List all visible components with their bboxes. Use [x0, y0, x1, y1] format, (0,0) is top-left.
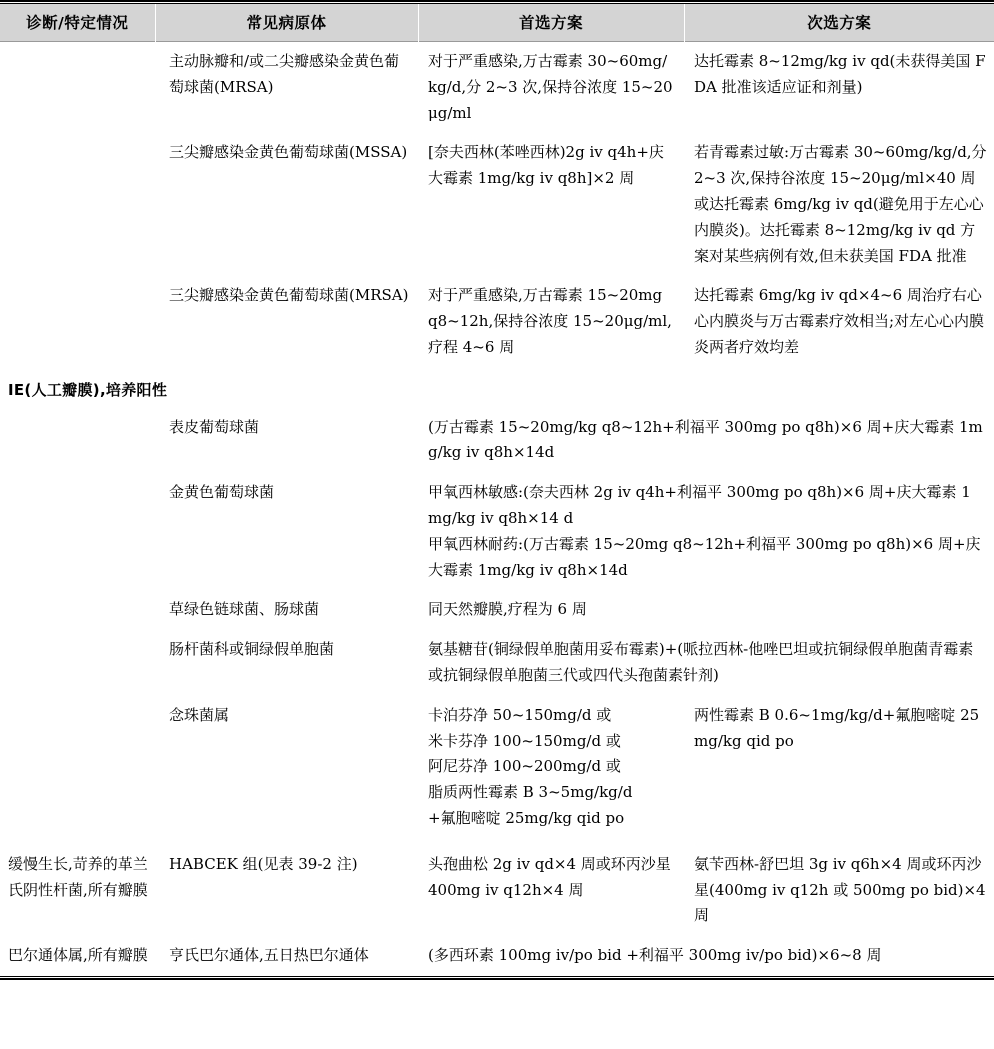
- table: [0, 4, 994, 976]
- first-choice-line: +氟胞嘧啶 25mg/kg qid po: [428, 808, 625, 827]
- section-header-row: [0, 368, 994, 408]
- cell-organism: 三尖瓣感染金黄色葡萄球菌(MSSA): [169, 143, 408, 162]
- cell-organism: 草绿色链球菌、肠球菌: [169, 600, 320, 619]
- cell-second-choice: 达托霉素 8~12mg/kg iv qd(未获得美国 FDA 批准该适应证和剂量): [694, 52, 986, 96]
- cell-second-choice: 若青霉素过敏:万古霉素 30~60mg/kg/d,分 2~3 次,保持谷浓度 15~20μg/ml×40 周或达托霉素 6mg/kg iv qd(避免用于左心心内膜炎)。达托霉素 8~12mg/kg iv qd 方案对某些病例有效,但未获美国 FDA 批准: [694, 143, 987, 265]
- cell-condition: 巴尔通体属,所有瓣膜: [8, 946, 148, 965]
- cell-organism: 主动脉瓣和/或二尖瓣感染金黄色葡萄球菌(MRSA): [169, 52, 400, 96]
- cell-second-choice: 氨苄西林-舒巴坦 3g iv q6h×4 周或环丙沙星(400mg iv q12h 或 500mg po bid)×4 周: [694, 854, 986, 925]
- table-row: [0, 276, 994, 367]
- section-header-prosthetic-valve: IE(人工瓣膜),培养阳性: [8, 380, 168, 399]
- cell-organism: 表皮葡萄球菌: [169, 417, 260, 436]
- cell-organism: HABCEK 组(见表 39-2 注): [169, 854, 358, 873]
- first-choice-line: 脂质两性霉素 B 3~5mg/kg/d: [428, 783, 633, 802]
- cell-condition: [0, 133, 155, 276]
- table-row: [0, 590, 994, 630]
- cell-first-choice: 对于严重感染,万古霉素 15~20mg q8~12h,保持谷浓度 15~20μg/ml,疗程 4~6 周: [428, 286, 672, 356]
- cell-condition: [0, 473, 155, 590]
- first-choice-line: 甲氧西林耐药:(万古霉素 15~20mg q8~12h+利福平 300mg po q8h)×6 周+庆大霉素 1mg/kg iv q8h×14d: [428, 534, 981, 579]
- cell-condition: 缓慢生长,苛养的革兰氏阴性杆菌,所有瓣膜: [8, 854, 148, 899]
- cell-organism: 肠杆菌科或铜绿假单胞菌: [169, 640, 335, 659]
- cell-second-choice: 达托霉素 6mg/kg iv qd×4~6 周治疗右心心内膜炎与万古霉素疗效相当;对左心心内膜炎两者疗效均差: [694, 286, 985, 356]
- cell-first-choice: 同天然瓣膜,疗程为 6 周: [428, 600, 587, 619]
- cell-first-choice: [418, 473, 994, 590]
- column-header-condition: 诊断/特定情况: [0, 4, 155, 42]
- cell-first-choice: (多西环素 100mg iv/po bid +利福平 300mg iv/po bid)×6~8 周: [428, 946, 882, 965]
- cell-organism: 金黄色葡萄球菌: [169, 483, 275, 502]
- first-choice-line: 卡泊芬净 50~150mg/d 或: [428, 705, 612, 724]
- cell-first-choice: 头孢曲松 2g iv qd×4 周或环丙沙星 400mg iv q12h×4 周: [428, 854, 671, 899]
- cell-condition: [0, 408, 155, 474]
- header-row: [0, 4, 994, 42]
- cell-first-choice: 对于严重感染,万古霉素 30~60mg/kg/d,分 2~3 次,保持谷浓度 15~20μg/ml: [428, 52, 673, 122]
- cell-organism: 念珠菌属: [169, 705, 230, 724]
- first-choice-line: 甲氧西林敏感:(奈夫西林 2g iv q4h+利福平 300mg po q8h)×6 周+庆大霉素 1mg/kg iv q8h×14 d: [428, 483, 971, 527]
- table-row: [0, 936, 994, 976]
- cell-condition: [0, 630, 155, 696]
- cell-second-choice: 两性霉素 B 0.6~1mg/kg/d+氟胞嘧啶 25mg/kg qid po: [694, 705, 980, 750]
- table-row: [0, 473, 994, 590]
- cell-first-choice: (万古霉素 15~20mg/kg q8~12h+利福平 300mg po q8h)×6 周+庆大霉素 1mg/kg iv q8h×14d: [428, 417, 983, 462]
- cell-first-choice: 氨基糖苷(铜绿假单胞菌用妥布霉素)+(哌拉西林-他唑巴坦或抗铜绿假单胞菌青霉素或抗铜绿假单胞菌三代或四代头孢菌素针剂): [428, 640, 974, 684]
- table-row: [0, 630, 994, 696]
- cell-first-choice: [418, 696, 684, 839]
- table-row: [0, 42, 994, 134]
- cell-condition: [0, 42, 155, 134]
- table-row: [0, 696, 994, 839]
- column-header-second-choice: 次选方案: [684, 4, 994, 42]
- column-header-organism: 常见病原体: [155, 4, 418, 42]
- table-body: [0, 42, 994, 976]
- cell-organism: 亨氏巴尔通体,五日热巴尔通体: [169, 946, 369, 965]
- table-row: [0, 408, 994, 474]
- first-choice-line: 米卡芬净 100~150mg/d 或: [428, 731, 621, 750]
- cell-condition: [0, 590, 155, 630]
- table-header: [0, 4, 994, 42]
- column-header-first-choice: 首选方案: [418, 4, 684, 42]
- cell-condition: [0, 696, 155, 839]
- cell-condition: [0, 276, 155, 367]
- table-bottom-rule: [0, 976, 994, 980]
- table-row: [0, 133, 994, 276]
- table-row: [0, 845, 994, 936]
- first-choice-line: 阿尼芬净 100~200mg/d 或: [428, 757, 621, 776]
- cell-organism: 三尖瓣感染金黄色葡萄球菌(MRSA): [169, 286, 409, 305]
- cell-first-choice: [奈夫西林(苯唑西林)2g iv q4h+庆大霉素 1mg/kg iv q8h]×2 周: [428, 143, 664, 188]
